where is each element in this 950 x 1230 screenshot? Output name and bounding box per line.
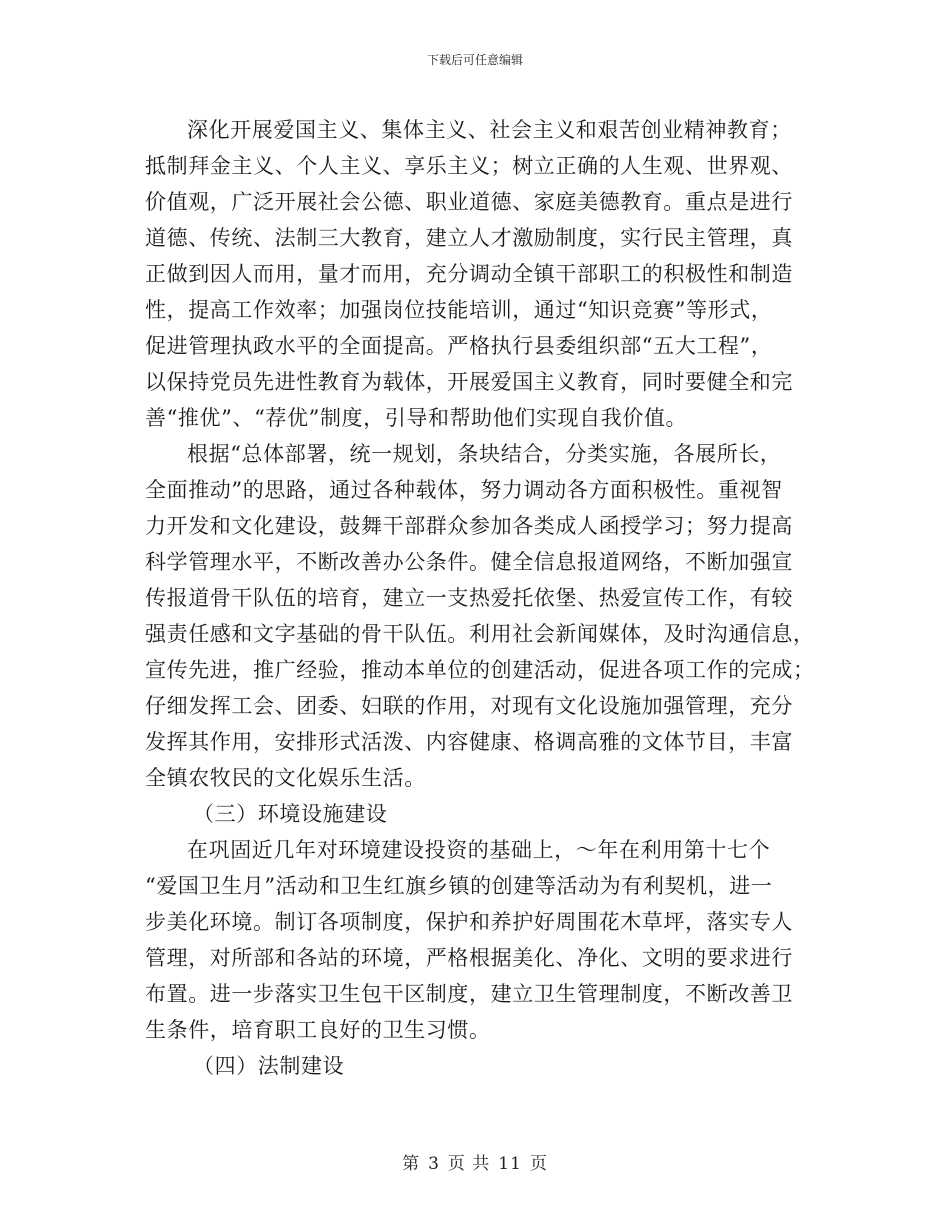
paragraph-line: 传报道骨干队伍的培育，建立一支热爱托依堡、热爱宣传工作，有较	[145, 586, 793, 610]
section-heading-legal: （四）法制建设	[193, 1054, 345, 1078]
paragraph-line: 宣传先进，推广经验，推动本单位的创建活动，促进各项工作的完成；	[145, 658, 815, 682]
paragraph-line: 全镇农牧民的文化娱乐生活。	[145, 766, 426, 790]
paragraph-line: “爱国卫生月”活动和卫生红旗乡镇的创建等活动为有利契机，进一	[145, 874, 773, 898]
page-footer-prefix: 第	[402, 1154, 421, 1174]
document-body	[145, 112, 815, 1084]
paragraph-line: 步美化环境。制订各项制度，保护和养护好周围花木草坪，落实专人	[145, 910, 793, 934]
paragraph-line: 力开发和文化建设，鼓舞干部群众参加各类成人函授学习；努力提高	[145, 514, 793, 538]
page-footer-middle: 页 共	[447, 1154, 491, 1174]
paragraph-line: 发挥其作用，安排形式活泼、内容健康、格调高雅的文体节目，丰富	[145, 730, 793, 754]
paragraph-line: 价值观，广泛开展社会公德、职业道德、家庭美德教育。重点是进行	[145, 190, 793, 214]
paragraph-line: 全面推动”的思路，通过各种载体，努力调动各方面积极性。重视智	[145, 478, 783, 502]
paragraph-line: 正做到因人而用，量才而用，充分调动全镇干部职工的积极性和制造	[145, 262, 793, 286]
paragraph-line: 仔细发挥工会、团委、妇联的作用，对现有文化设施加强管理，充分	[145, 694, 793, 718]
paragraph-line: 性，提高工作效率；加强岗位技能培训，通过“知识竞赛”等形式，	[145, 298, 773, 322]
paragraph-line: 深化开展爱国主义、集体主义、社会主义和艰苦创业精神教育；	[187, 118, 792, 142]
paragraph-line: 道德、传统、法制三大教育，建立人才激励制度，实行民主管理，真	[145, 226, 793, 250]
paragraph-line: 布置。进一步落实卫生包干区制度，建立卫生管理制度，不断改善卫	[145, 982, 793, 1006]
section-heading-environment: （三）环境设施建设	[193, 802, 388, 826]
paragraph-line: 科学管理水平，不断改善办公条件。健全信息报道网络，不断加强宣	[145, 550, 793, 574]
page-footer	[0, 1153, 950, 1175]
paragraph-line: 善“推优”、“荐优”制度，引导和帮助他们实现自我价值。	[145, 406, 688, 430]
page-header-note: 下载后可任意编辑	[426, 53, 523, 67]
paragraph-line: 强责任感和文字基础的骨干队伍。利用社会新闻媒体，及时沟通信息，	[145, 622, 815, 646]
page-number: 3	[428, 1154, 440, 1174]
page-footer-suffix: 页	[529, 1154, 548, 1174]
paragraph-line: 抵制拜金主义、个人主义、享乐主义；树立正确的人生观、世界观、	[145, 154, 793, 178]
paragraph-line: 促进管理执政水平的全面提高。严格执行县委组织部“五大工程”，	[145, 334, 773, 358]
paragraph-line: 以保持党员先进性教育为载体，开展爱国主义教育，同时要健全和完	[145, 370, 793, 394]
paragraph-line: 在巩固近几年对环境建设投资的基础上，～年在利用第十七个	[187, 838, 771, 862]
page-total: 11	[498, 1154, 522, 1174]
paragraph-line: 管理，对所部和各站的环境，严格根据美化、净化、文明的要求进行	[145, 946, 793, 970]
paragraph-line: 生条件，培育职工良好的卫生习惯。	[145, 1018, 491, 1042]
paragraph-line: 根据“总体部署，统一规划，条块结合，分类实施，各展所长，	[187, 442, 782, 466]
